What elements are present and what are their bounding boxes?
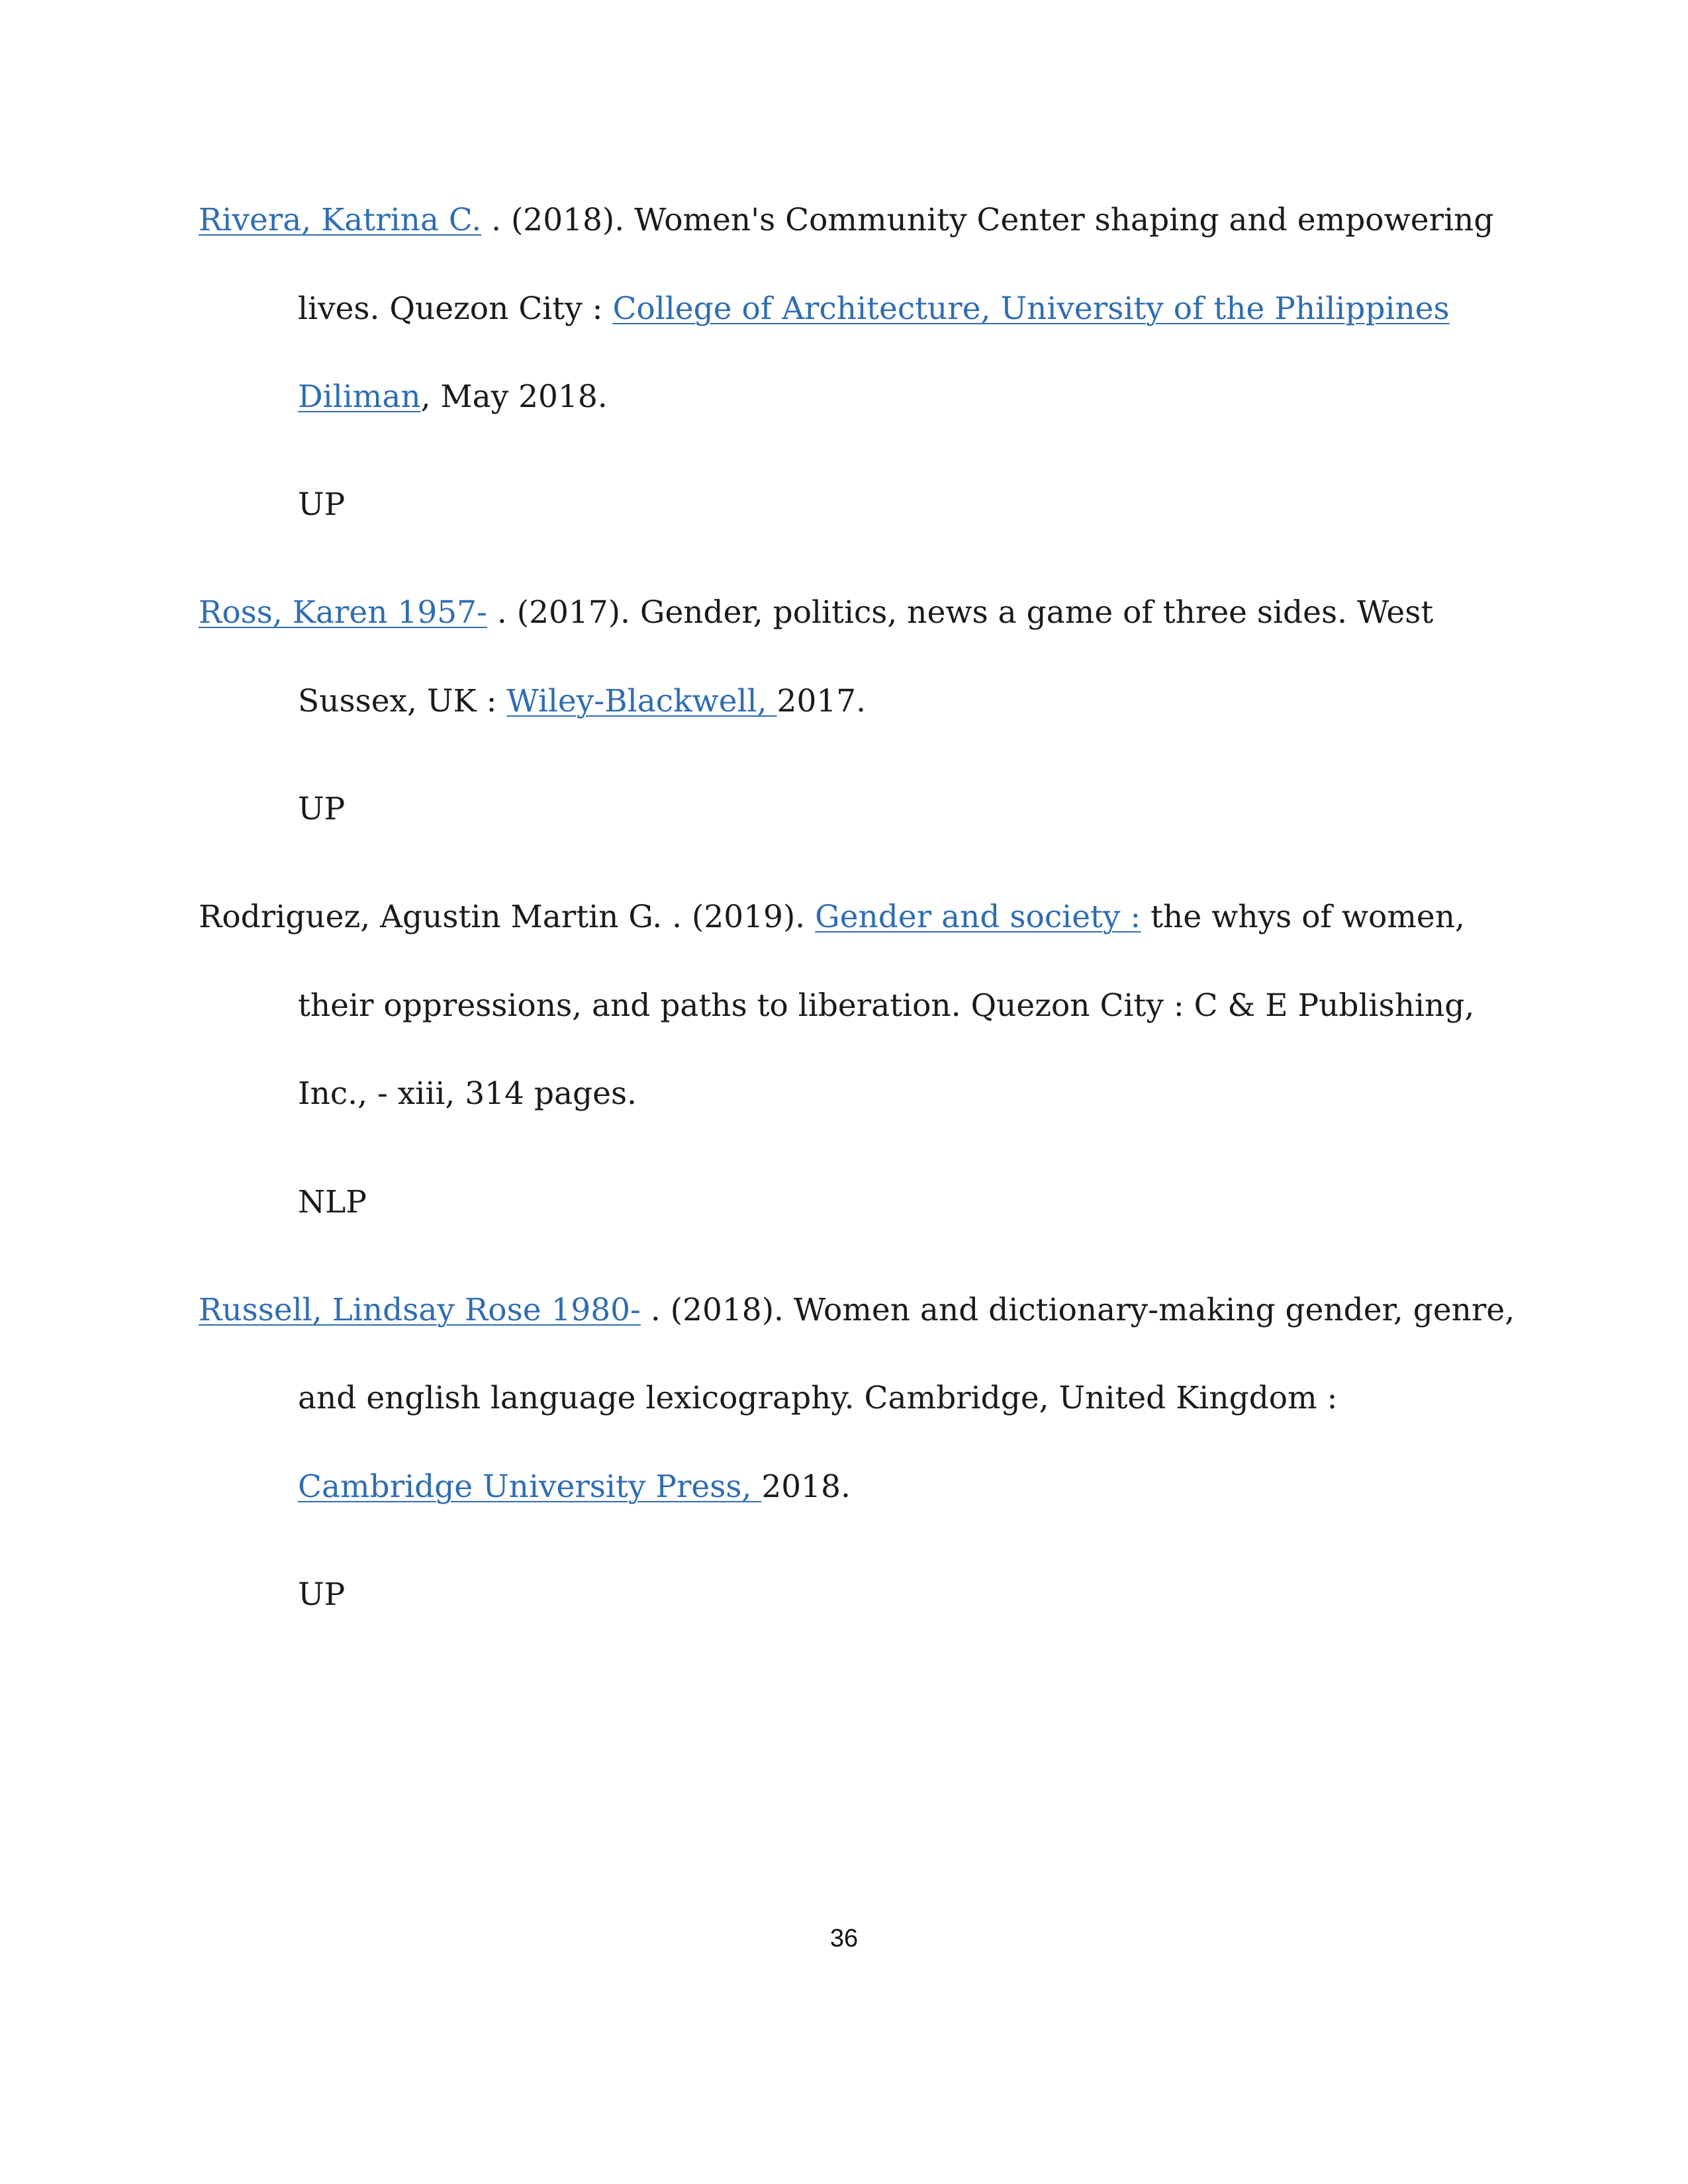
- entry-3-line-2: their oppressions, and paths to liberation. Quezon City : C & E Publishing,: [298, 987, 1475, 1024]
- entry-1-line-1: [199, 201, 1493, 240]
- entry-2-line-1: [199, 593, 1433, 633]
- publisher-link-diliman[interactable]: [199, 379, 421, 415]
- entry-1-line-2-text: lives. Quezon City :: [298, 291, 613, 327]
- entry-2-line-2-year: 2017.: [776, 683, 867, 719]
- entry-4-line-1: [199, 1291, 1515, 1330]
- entry-3-line-1: [199, 897, 1465, 937]
- title-link-gender-and-society[interactable]: Gender and society :: [815, 899, 1141, 935]
- author-link-russell[interactable]: Russell, Lindsay Rose 1980-: [199, 1292, 641, 1328]
- entry-1-library: UP: [298, 486, 346, 523]
- publisher-link-up-architecture[interactable]: College of Architecture, University of the Philippines: [612, 291, 1450, 327]
- entry-4-line-3-year: 2018.: [761, 1469, 851, 1505]
- page-number: 36: [829, 1925, 859, 1952]
- entry-1-line-1-text: . (2018). Women's Community Center shaping and empowering: [481, 202, 1494, 238]
- publisher-link-wiley[interactable]: Wiley-Blackwell,: [506, 683, 777, 719]
- publisher-link-diliman-label: Diliman: [298, 379, 421, 415]
- entry-2-line-1-text: . (2017). Gender, politics, news a game of three sides. West: [487, 594, 1434, 631]
- entry-4-library: UP: [298, 1576, 346, 1613]
- entry-4-line-3: [298, 1467, 851, 1507]
- entry-3-line-3: Inc., - xiii, 314 pages.: [298, 1075, 637, 1112]
- author-link-ross[interactable]: Ross, Karen 1957-: [199, 594, 487, 631]
- entry-4-line-2: and english language lexicography. Cambridge, United Kingdom :: [298, 1380, 1338, 1416]
- entry-2-line-2: [298, 682, 866, 721]
- entry-1-line-3: [199, 377, 608, 417]
- entry-3-line-1-text: the whys of women,: [1141, 899, 1465, 935]
- entry-2-line-2-text: Sussex, UK :: [298, 683, 507, 719]
- entry-2-library: UP: [298, 791, 346, 827]
- author-link-rivera[interactable]: Rivera, Katrina C.: [199, 202, 482, 238]
- publisher-link-cambridge[interactable]: Cambridge University Press,: [298, 1469, 762, 1505]
- entry-3-author-text: Rodriguez, Agustin Martin G. . (2019).: [199, 899, 816, 935]
- entry-1-line-3-text: , May 2018.: [420, 379, 608, 415]
- entry-1-line-2: [298, 289, 1450, 329]
- entry-3-library: NLP: [298, 1184, 367, 1220]
- entry-4-line-1-text: . (2018). Women and dictionary-making gender, genre,: [640, 1292, 1515, 1328]
